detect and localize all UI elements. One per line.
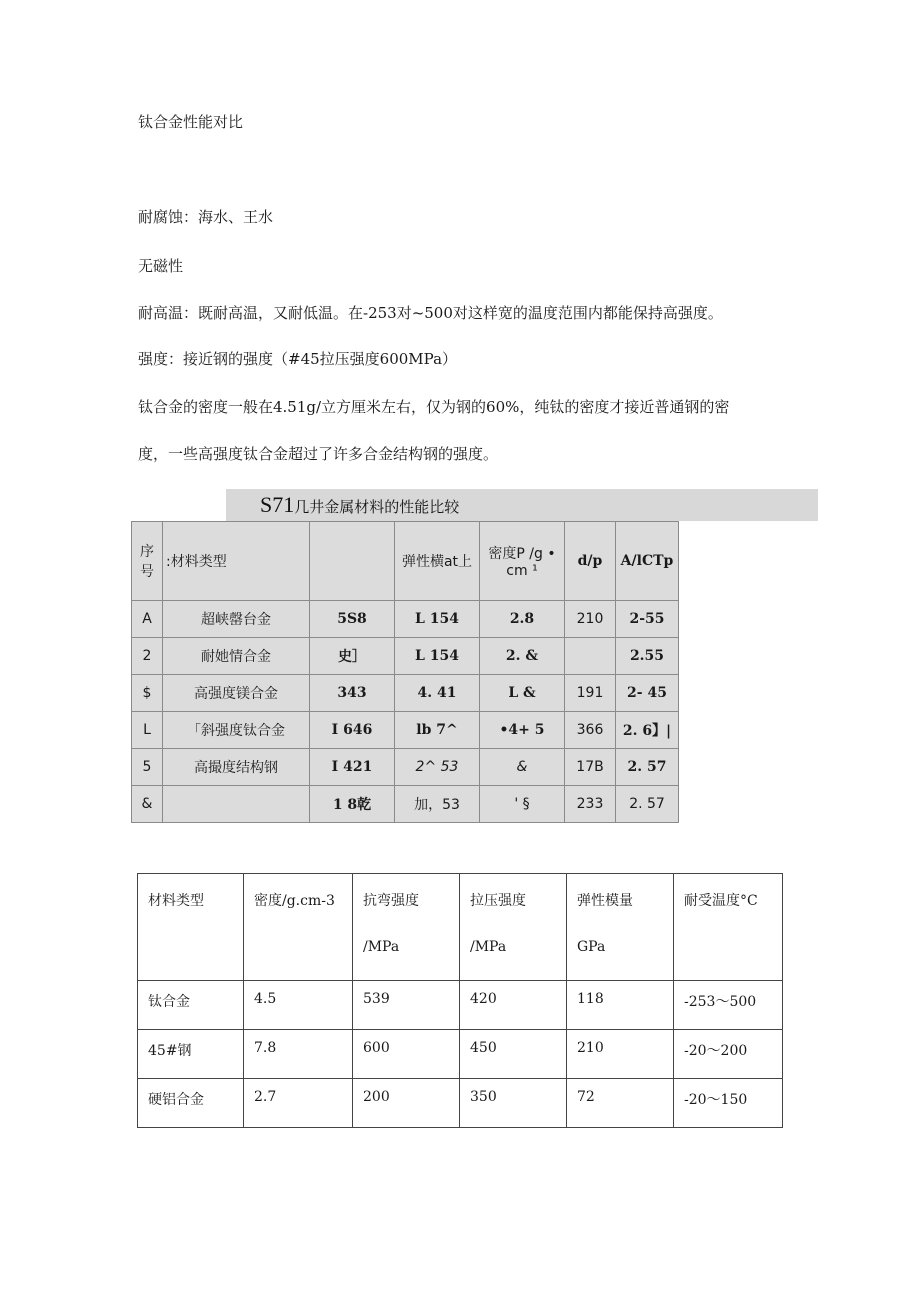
text-line-nonmagnetic: 无磁性 [138,257,184,275]
text-line-corrosion: 耐腐蚀：海水、王水 [138,208,274,226]
scan-cell: 2^ 53 [395,749,480,786]
scan-table-header [132,522,679,601]
text-line-density-1: 钛合金的密度一般在4.51g/立方厘米左右，仅为钢的60%，纯钛的密度才接近普通钢的密 [138,398,730,416]
scan-cell: 5S8 [310,601,395,638]
scan-cell: 17B [565,749,616,786]
cell: -20～150 [674,1079,783,1128]
scan-header-cell: A/lCTp [616,522,679,601]
scan-cell: 「斜强度钛合金 [163,712,310,749]
scanned-comparison-table [131,521,679,823]
scan-cell: 233 [565,786,616,823]
cell: 539 [353,981,460,1030]
table-row [132,712,679,749]
scan-header-cell: :材料类型 [163,522,310,601]
header-cell-modulus: 弹性模量 GPa [567,874,674,981]
scan-cell: 1 8乾 [310,786,395,823]
scan-cell: 2. 6】| [616,712,679,749]
scan-cell: & [480,749,565,786]
cell: 600 [353,1030,460,1079]
scan-cell: 2 [132,638,163,675]
scan-cell [163,786,310,823]
scan-cell: 高强度镁合金 [163,675,310,712]
scan-cell: •4+ 5 [480,712,565,749]
scan-cell: L & [480,675,565,712]
scan-cell: L 154 [395,601,480,638]
cell: 45#钢 [138,1030,244,1079]
scan-cell: 191 [565,675,616,712]
text-line-strength: 强度：接近钢的强度（#45拉压强度600MPa） [138,350,458,368]
scan-cell: lb 7^ [395,712,480,749]
cell: 硬铝合金 [138,1079,244,1128]
cell: 2.7 [244,1079,353,1128]
cell: 4.5 [244,981,353,1030]
text-line-temperature: 耐高温：既耐高温，又耐低温。在-253对~500对这样宽的温度范围内都能保持高强度。 [138,304,723,322]
scan-cell: & [132,786,163,823]
scan-cell: 2-55 [616,601,679,638]
scan-cell: I 646 [310,712,395,749]
scan-cell: 史］ [310,638,395,675]
table-row [132,786,679,823]
properties-comparison-table [137,873,783,1128]
scan-cell: 366 [565,712,616,749]
scan-table-caption-bar [226,489,818,521]
scan-cell: 4. 41 [395,675,480,712]
cell: 420 [460,981,567,1030]
header-cell-bending: 抗弯强度 /MPa [353,874,460,981]
scan-cell: A [132,601,163,638]
scan-cell: L [132,712,163,749]
table-row [138,1030,783,1079]
table-row [138,1079,783,1128]
table-row [138,981,783,1030]
scan-cell: 高撮度结构钢 [163,749,310,786]
cell: -253～500 [674,981,783,1030]
scan-header-cell: d/p [565,522,616,601]
header-cell-temperature: 耐受温度°C [674,874,783,981]
scan-cell: 2. 57 [616,749,679,786]
scan-header-cell: 密度P /g • cm ¹ [480,522,565,601]
scan-cell: 2- 45 [616,675,679,712]
scan-cell: 2.8 [480,601,565,638]
cell: 200 [353,1079,460,1128]
scan-cell: 加，53 [395,786,480,823]
cell: 350 [460,1079,567,1128]
scan-cell: 2. 57 [616,786,679,823]
scan-cell: ' § [480,786,565,823]
cell: 450 [460,1030,567,1079]
doc-title: 钛合金性能对比 [138,113,244,131]
table-row [132,675,679,712]
scan-header-cell [310,522,395,601]
header-cell-material: 材料类型 [138,874,244,981]
scan-cell: I 421 [310,749,395,786]
cell: 118 [567,981,674,1030]
cell: 钛合金 [138,981,244,1030]
cell: 210 [567,1030,674,1079]
scan-cell [565,638,616,675]
scan-header-cell: 弹性横at上 [395,522,480,601]
table-row [132,601,679,638]
scan-cell: 5 [132,749,163,786]
header-cell-tensile: 拉压强度 /MPa [460,874,567,981]
header-cell-density: 密度/g.cm-3 [244,874,353,981]
scan-cell: $ [132,675,163,712]
scan-cell: 2. & [480,638,565,675]
scan-cell: 343 [310,675,395,712]
scan-table-caption: S71几井金属材料的性能比较 [260,492,460,517]
scan-cell: 耐她情合金 [163,638,310,675]
scan-cell: 超峡罄台金 [163,601,310,638]
scan-cell: 2.55 [616,638,679,675]
cell: 7.8 [244,1030,353,1079]
cell: -20～200 [674,1030,783,1079]
scan-header-cell: 序 号 [132,522,163,601]
real-table-header [138,874,783,981]
table-row [132,638,679,675]
cell: 72 [567,1079,674,1128]
scan-cell: L 154 [395,638,480,675]
table-row [132,749,679,786]
text-line-density-2: 度，一些高强度钛合金超过了许多合金结构钢的强度。 [138,445,499,463]
scan-cell: 210 [565,601,616,638]
